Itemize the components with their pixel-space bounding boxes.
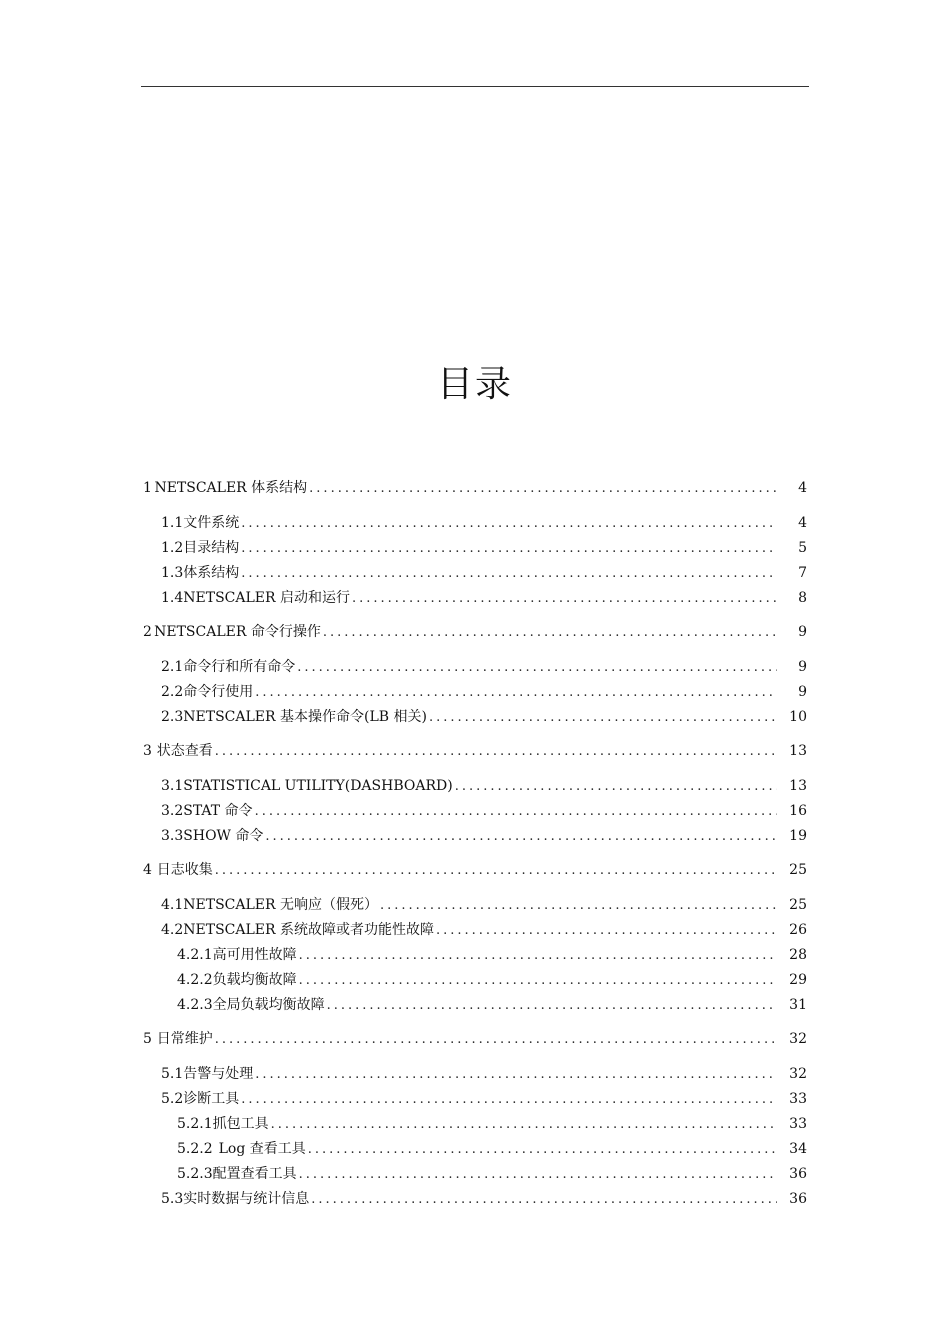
toc-text: STAT 命令 [183, 803, 253, 819]
toc-leader [299, 968, 777, 993]
toc-entry[interactable] [143, 918, 807, 943]
toc-page: 29 [789, 972, 807, 988]
toc-number: 4.2.3 [177, 997, 213, 1013]
toc-page: 19 [789, 828, 807, 844]
toc-number: 3.2 [161, 803, 184, 819]
toc-entry[interactable] [143, 680, 807, 705]
toc-text: 诊断工具 [183, 1091, 240, 1107]
toc-leader [327, 993, 777, 1018]
toc-page: 34 [789, 1141, 807, 1157]
toc-page: 9 [798, 659, 807, 675]
toc-entry[interactable] [143, 1087, 807, 1112]
toc-page: 8 [798, 590, 807, 606]
toc-entry[interactable] [143, 1027, 807, 1052]
toc-entry[interactable] [143, 511, 807, 536]
toc-page: 26 [789, 922, 807, 938]
toc-text: 文件系统 [183, 515, 240, 531]
toc-number: 1.1 [161, 515, 184, 531]
toc-text: 状态查看 [156, 743, 213, 759]
toc-entry[interactable] [143, 774, 807, 799]
toc-text: 目录结构 [183, 540, 240, 556]
toc-number: 2.1 [161, 659, 184, 675]
toc-text: 体系结构 [183, 565, 240, 581]
toc-leader [297, 655, 777, 680]
toc-leader [323, 620, 777, 645]
toc-page: 33 [789, 1116, 807, 1132]
header-rule [141, 86, 809, 87]
toc-text: NETSCALER 无响应（假死） [183, 897, 378, 913]
toc-text: 命令行使用 [183, 684, 254, 700]
toc-leader [215, 739, 777, 764]
toc-entry[interactable] [143, 1062, 807, 1087]
toc-leader [436, 918, 777, 943]
toc-entry[interactable] [143, 1137, 807, 1162]
toc-text: 告警与处理 [183, 1066, 254, 1082]
toc-number: 3.3 [161, 828, 184, 844]
toc-leader [352, 586, 777, 611]
toc-leader [299, 943, 777, 968]
toc-text: 全局负载均衡故障 [212, 997, 325, 1013]
toc-entry[interactable] [143, 968, 807, 993]
toc-entry[interactable] [143, 476, 807, 501]
toc-entry[interactable] [143, 739, 807, 764]
toc-number: 5.2.2 [177, 1141, 213, 1157]
toc-entry[interactable] [143, 1112, 807, 1137]
toc-text: NETSCALER 启动和运行 [183, 590, 350, 606]
toc-leader [308, 1137, 777, 1162]
toc-text: NETSCALER 体系结构 [154, 480, 308, 496]
toc-text: SHOW 命令 [183, 828, 264, 844]
toc-number: 4.1 [161, 897, 184, 913]
toc-leader [215, 858, 777, 883]
toc-page: 13 [789, 743, 807, 759]
toc-entry[interactable] [143, 824, 807, 849]
toc-entry[interactable] [143, 1162, 807, 1187]
toc-page: 36 [789, 1166, 807, 1182]
toc-number: 5.2.3 [177, 1166, 213, 1182]
toc-leader [455, 774, 777, 799]
toc-entry[interactable] [143, 561, 807, 586]
toc-entry[interactable] [143, 1187, 807, 1212]
toc-leader [241, 1087, 777, 1112]
toc-page: 36 [789, 1191, 807, 1207]
toc-leader [299, 1162, 777, 1187]
toc-number: 4 [143, 862, 152, 878]
toc-text: NETSCALER 基本操作命令(LB 相关) [183, 709, 427, 725]
toc-entry[interactable] [143, 858, 807, 883]
toc-number: 1 [143, 480, 152, 496]
toc-leader [311, 1187, 777, 1212]
toc-leader [241, 536, 777, 561]
toc-page: 4 [798, 480, 807, 496]
toc-entry[interactable] [143, 586, 807, 611]
toc-page: 33 [789, 1091, 807, 1107]
toc-number: 1.3 [161, 565, 184, 581]
toc-leader [380, 893, 777, 918]
table-of-contents [143, 476, 807, 1212]
toc-leader [241, 561, 777, 586]
toc-leader [241, 511, 777, 536]
toc-title: 目录 [436, 364, 513, 405]
toc-text: 配置查看工具 [212, 1166, 297, 1182]
toc-number: 4.2 [161, 922, 184, 938]
toc-page: 31 [789, 997, 807, 1013]
toc-text: 抓包工具 [212, 1116, 269, 1132]
toc-text: Log 查看工具 [218, 1141, 306, 1157]
toc-entry[interactable] [143, 799, 807, 824]
toc-entry[interactable] [143, 893, 807, 918]
toc-leader [429, 705, 777, 730]
toc-entry[interactable] [143, 620, 807, 645]
toc-text: 负载均衡故障 [212, 972, 297, 988]
toc-text: 高可用性故障 [212, 947, 297, 963]
toc-leader [271, 1112, 777, 1137]
toc-text: 实时数据与统计信息 [183, 1191, 310, 1207]
toc-leader [215, 1027, 777, 1052]
toc-leader [265, 824, 777, 849]
toc-page: 9 [798, 624, 807, 640]
toc-page: 32 [789, 1031, 807, 1047]
toc-text: NETSCALER 系统故障或者功能性故障 [183, 922, 434, 938]
toc-number: 5 [143, 1031, 152, 1047]
toc-page: 28 [789, 947, 807, 963]
toc-entry[interactable] [143, 943, 807, 968]
toc-leader [255, 1062, 777, 1087]
toc-number: 4.2.1 [177, 947, 213, 963]
toc-number: 5.1 [161, 1066, 184, 1082]
toc-entry[interactable] [143, 536, 807, 561]
toc-page: 25 [789, 862, 807, 878]
toc-number: 3 [143, 743, 152, 759]
toc-page: 10 [789, 709, 807, 725]
toc-leader [255, 799, 777, 824]
toc-number: 5.2 [161, 1091, 184, 1107]
toc-number: 2.3 [161, 709, 184, 725]
toc-entry[interactable] [143, 705, 807, 730]
toc-number: 2.2 [161, 684, 184, 700]
toc-entry[interactable] [143, 655, 807, 680]
toc-text: 日志收集 [156, 862, 213, 878]
toc-number: 4.2.2 [177, 972, 213, 988]
toc-number: 3.1 [161, 778, 184, 794]
toc-text: STATISTICAL UTILITY(DASHBOARD) [183, 778, 453, 794]
toc-page: 13 [789, 778, 807, 794]
toc-text: 日常维护 [156, 1031, 213, 1047]
toc-text: NETSCALER 命令行操作 [154, 624, 321, 640]
toc-page: 32 [789, 1066, 807, 1082]
toc-page: 16 [789, 803, 807, 819]
toc-number: 1.2 [161, 540, 184, 556]
toc-leader [255, 680, 777, 705]
toc-entry[interactable] [143, 993, 807, 1018]
toc-number: 1.4 [161, 590, 184, 606]
toc-page: 25 [789, 897, 807, 913]
toc-page: 7 [798, 565, 807, 581]
toc-page: 9 [798, 684, 807, 700]
toc-number: 5.3 [161, 1191, 184, 1207]
toc-page: 5 [798, 540, 807, 556]
toc-page: 4 [798, 515, 807, 531]
toc-leader [309, 476, 777, 501]
toc-number: 5.2.1 [177, 1116, 213, 1132]
toc-number: 2 [143, 624, 152, 640]
toc-text: 命令行和所有命令 [183, 659, 296, 675]
